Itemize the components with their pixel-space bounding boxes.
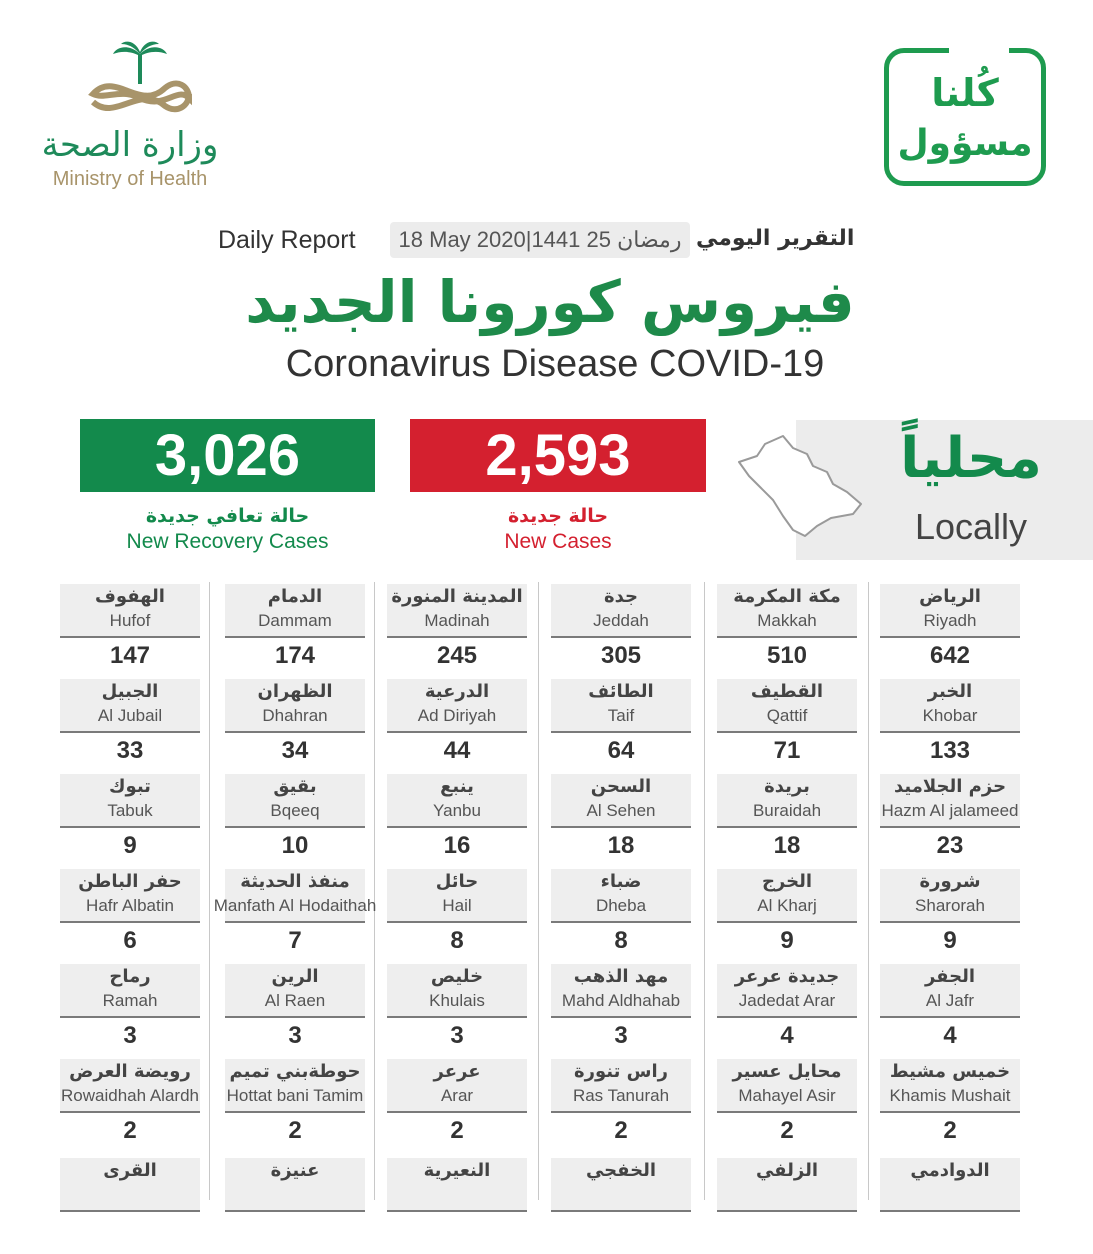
- city-case-count: 10: [281, 832, 309, 859]
- city-name-arabic: خليص: [430, 966, 484, 987]
- city-name-arabic: القرى: [103, 1160, 157, 1181]
- city-card: [551, 679, 691, 775]
- city-label-box: [213, 869, 377, 923]
- city-case-count: 64: [607, 737, 635, 764]
- city-case-count: 33: [116, 737, 144, 764]
- city-name-arabic: الدمام: [267, 586, 323, 607]
- city-label-box: [717, 774, 857, 828]
- city-card: [60, 1158, 200, 1254]
- city-name-english: Makkah: [757, 611, 817, 630]
- city-name-arabic: الهفوف: [95, 586, 165, 607]
- saudi-map-icon: [735, 432, 865, 542]
- city-name-english: Hazm Al jalameed: [881, 801, 1019, 820]
- city-card: [551, 1158, 691, 1254]
- city-label-box: [717, 964, 857, 1018]
- daily-report-label: Daily Report: [218, 226, 356, 254]
- city-case-count: 6: [123, 927, 137, 954]
- city-card: [387, 584, 527, 680]
- city-name-arabic: حفر الباطن: [78, 871, 182, 892]
- city-name-arabic: خميس مشيط: [889, 1061, 1011, 1082]
- city-card: [60, 964, 200, 1060]
- city-case-count: 4: [943, 1022, 957, 1049]
- city-name-arabic: محايل عسير: [732, 1061, 842, 1082]
- city-label-box: [387, 1059, 527, 1113]
- city-name-arabic: الرياض: [919, 586, 981, 607]
- city-name-arabic: القطيف: [750, 681, 824, 702]
- city-name-arabic: حائل: [435, 871, 479, 892]
- column-divider: [538, 582, 539, 1200]
- city-name-english: Ramah: [102, 991, 158, 1010]
- city-card: [551, 869, 691, 965]
- city-name-arabic: الزلفي: [755, 1160, 819, 1181]
- city-card: [387, 869, 527, 965]
- city-name-english: Ras Tanurah: [572, 1086, 670, 1105]
- city-name-arabic: تبوك: [109, 776, 151, 797]
- city-card: [225, 584, 365, 680]
- new-cases-label-english: New Cases: [504, 530, 612, 553]
- city-card: [717, 869, 857, 965]
- city-name-arabic: الظهران: [257, 681, 333, 702]
- ministry-name-english: Ministry of Health: [52, 168, 208, 190]
- city-card: [880, 679, 1020, 775]
- city-case-count: 18: [773, 832, 801, 859]
- badge-line-1: كُلنا: [931, 71, 999, 115]
- city-label-box: [880, 584, 1020, 638]
- city-name-arabic: رماح: [109, 966, 151, 987]
- city-label-box: [225, 679, 365, 733]
- city-name-english: Buraidah: [752, 801, 822, 820]
- city-case-count: 3: [123, 1022, 137, 1049]
- city-label-box: [551, 679, 691, 733]
- city-case-count: 133: [929, 737, 971, 764]
- column-divider: [868, 582, 869, 1200]
- city-label-box: [60, 869, 200, 923]
- city-name-english: Mahayel Asir: [738, 1086, 836, 1105]
- city-card: [551, 584, 691, 680]
- city-name-arabic: الرين: [271, 966, 319, 987]
- city-name-arabic: المدينة المنورة: [391, 586, 523, 607]
- city-label-box: [225, 774, 365, 828]
- city-name-arabic: عنيزة: [270, 1160, 320, 1181]
- city-name-english: Al Raen: [264, 991, 326, 1010]
- city-case-count: 147: [109, 642, 151, 669]
- city-case-count: 2: [450, 1117, 464, 1144]
- city-label-box: [387, 584, 527, 638]
- city-card: [387, 964, 527, 1060]
- city-label-box: [225, 964, 365, 1018]
- city-card: [717, 679, 857, 775]
- city-card: [717, 1158, 857, 1254]
- city-label-box: [387, 679, 527, 733]
- city-name-arabic: حزم الجلاميد: [893, 776, 1007, 797]
- city-name-english: Sharorah: [915, 896, 985, 915]
- ministry-name-arabic: وزارة الصحة: [41, 125, 219, 165]
- new-cases-label-arabic: حالة جديدة: [507, 505, 609, 527]
- city-name-arabic: الجفر: [924, 966, 976, 987]
- city-name-english: Rowaidhah Alardh: [61, 1086, 199, 1105]
- city-card: [225, 679, 365, 775]
- recovery-count-box: 3,026: [80, 419, 375, 492]
- city-name-arabic: حوطةبني تميم: [229, 1061, 361, 1082]
- city-card: [60, 584, 200, 680]
- city-label-box: [551, 1158, 691, 1212]
- city-name-english: Dheba: [595, 896, 647, 915]
- city-name-arabic: شرورة: [919, 871, 981, 892]
- city-card: [60, 869, 200, 965]
- daily-report-label-arabic: التقرير اليومي: [696, 226, 855, 251]
- city-name-english: Al Jafr: [925, 991, 975, 1010]
- city-label-box: [880, 964, 1020, 1018]
- city-label-box: [551, 774, 691, 828]
- city-card: [387, 679, 527, 775]
- city-case-count: 2: [288, 1117, 302, 1144]
- city-name-english: Qattif: [766, 706, 808, 725]
- city-card: [225, 774, 365, 870]
- city-label-box: [60, 1158, 200, 1212]
- city-name-arabic: راس تنورة: [573, 1061, 669, 1082]
- city-case-count: 510: [766, 642, 808, 669]
- city-label-box: [551, 869, 691, 923]
- city-label-box: [880, 1158, 1020, 1212]
- city-case-count: 2: [123, 1117, 137, 1144]
- city-name-arabic: الجبيل: [101, 681, 159, 702]
- city-card: [60, 679, 200, 775]
- city-name-arabic: ضباء: [600, 871, 642, 892]
- city-name-arabic: مكة المكرمة: [733, 586, 841, 607]
- city-card: [387, 1158, 527, 1254]
- city-name-english: Taif: [607, 706, 635, 725]
- city-card: [60, 1059, 200, 1155]
- city-case-count: 8: [450, 927, 464, 954]
- city-name-arabic: النعيرية: [423, 1160, 491, 1181]
- city-name-english: Jeddah: [593, 611, 649, 630]
- city-name-english: Khobar: [922, 706, 978, 725]
- column-divider: [704, 582, 705, 1200]
- city-name-arabic: جدة: [604, 586, 638, 607]
- city-label-box: [387, 964, 527, 1018]
- city-name-english: Arar: [440, 1086, 474, 1105]
- city-name-arabic: الدوادمي: [910, 1160, 990, 1181]
- city-name-arabic: الدرعية: [424, 681, 490, 702]
- city-case-count: 642: [929, 642, 971, 669]
- city-name-english: Khulais: [429, 991, 485, 1010]
- city-case-count: 16: [443, 832, 471, 859]
- city-case-count: 9: [780, 927, 794, 954]
- city-name-arabic: الخبر: [927, 681, 973, 702]
- city-label-box: [225, 584, 365, 638]
- new-cases-count-box: 2,593: [410, 419, 706, 492]
- city-card: [225, 1059, 365, 1155]
- city-case-count: 7: [288, 927, 302, 954]
- city-case-count: 305: [600, 642, 642, 669]
- city-name-english: Riyadh: [923, 611, 977, 630]
- city-case-count: 245: [436, 642, 478, 669]
- city-label-box: [387, 869, 527, 923]
- city-case-count: 23: [936, 832, 964, 859]
- recovery-label-english: New Recovery Cases: [126, 530, 329, 553]
- city-case-count: 9: [123, 832, 137, 859]
- city-name-arabic: ينبع: [440, 776, 474, 797]
- city-name-english: Madinah: [424, 611, 490, 630]
- city-name-arabic: بقيق: [273, 776, 317, 797]
- city-card: [387, 774, 527, 870]
- report-header-line: [200, 222, 900, 260]
- city-name-english: Bqeeq: [270, 801, 320, 820]
- city-card: [225, 964, 365, 1060]
- city-label-box: [717, 1158, 857, 1212]
- city-card: [225, 1158, 365, 1254]
- city-label-box: [551, 1059, 691, 1113]
- page-title-arabic: فيروس كورونا الجديد: [245, 268, 855, 336]
- ministry-logo: [30, 40, 220, 195]
- city-case-count: 34: [281, 737, 309, 764]
- city-name-english: Dammam: [258, 611, 332, 630]
- city-label-box: [225, 1059, 365, 1113]
- city-label-box: [717, 1059, 857, 1113]
- city-name-arabic: الخفجي: [585, 1160, 657, 1181]
- city-name-english: Mahd Aldhahab: [561, 991, 681, 1010]
- city-label-box: [225, 1158, 365, 1212]
- city-card: [880, 1059, 1020, 1155]
- city-name-arabic: عرعر: [433, 1061, 481, 1082]
- badge-notch: [949, 43, 1009, 57]
- city-name-english: Hail: [442, 896, 472, 915]
- city-card: [551, 964, 691, 1060]
- city-name-english: Al Jubail: [97, 706, 163, 725]
- city-card: [717, 1059, 857, 1155]
- city-label-box: [60, 584, 200, 638]
- city-case-count: 3: [450, 1022, 464, 1049]
- city-name-arabic: منفذ الحديثة: [240, 871, 350, 892]
- city-label-box: [717, 584, 857, 638]
- city-case-count: 4: [780, 1022, 794, 1049]
- city-label-box: [60, 774, 200, 828]
- city-card: [60, 774, 200, 870]
- city-label-box: [551, 964, 691, 1018]
- recovery-label-arabic: حالة تعافي جديدة: [145, 505, 310, 527]
- city-name-arabic: السحن: [590, 776, 652, 797]
- city-label-box: [880, 774, 1020, 828]
- city-label-box: [551, 584, 691, 638]
- city-case-count: 2: [780, 1117, 794, 1144]
- city-name-english: Tabuk: [107, 801, 153, 820]
- city-card: [717, 584, 857, 680]
- city-name-english: Hafr Albatin: [86, 896, 174, 915]
- city-name-arabic: الطائف: [588, 681, 654, 702]
- city-card: [551, 1059, 691, 1155]
- city-card: [717, 774, 857, 870]
- city-card: [551, 774, 691, 870]
- city-name-english: Yanbu: [433, 801, 481, 820]
- city-name-english: Hottat bani Tamim: [226, 1086, 364, 1105]
- city-label-box: [60, 964, 200, 1018]
- city-card: [880, 1158, 1020, 1254]
- page-title-english: Coronavirus Disease COVID-19: [285, 343, 825, 385]
- city-name-arabic: الخرج: [761, 871, 813, 892]
- city-name-english: Al Kharj: [757, 896, 817, 915]
- kulluna-masool-badge: [884, 48, 1046, 186]
- city-label-box: [387, 774, 527, 828]
- city-label-box: [717, 679, 857, 733]
- city-name-arabic: مهد الذهب: [573, 966, 669, 987]
- city-card: [880, 584, 1020, 680]
- city-case-count: 3: [614, 1022, 628, 1049]
- city-label-box: [880, 679, 1020, 733]
- city-label-box: [387, 1158, 527, 1212]
- city-card: [387, 1059, 527, 1155]
- city-case-count: 2: [943, 1117, 957, 1144]
- badge-line-2: مسؤول: [897, 123, 1033, 164]
- report-date: 18 May 2020|1441 رمضان 25: [390, 222, 690, 258]
- city-case-count: 8: [614, 927, 628, 954]
- city-name-english: Dhahran: [262, 706, 328, 725]
- city-case-count: 9: [943, 927, 957, 954]
- city-case-count: 18: [607, 832, 635, 859]
- city-card: [717, 964, 857, 1060]
- city-case-count: 44: [443, 737, 471, 764]
- city-name-english: Hufof: [109, 611, 151, 630]
- city-name-english: Manfath Al Hodaithah: [213, 896, 377, 915]
- city-card: [213, 869, 377, 965]
- city-case-count: 71: [773, 737, 801, 764]
- city-label-box: [880, 1059, 1020, 1113]
- city-card: [880, 869, 1020, 965]
- city-name-arabic: بريدة: [764, 776, 810, 797]
- city-name-arabic: رويضة العرض: [69, 1061, 191, 1082]
- city-name-arabic: جديدة عرعر: [734, 966, 840, 987]
- city-card: [880, 964, 1020, 1060]
- city-label-box: [60, 1059, 200, 1113]
- city-label-box: [60, 679, 200, 733]
- city-case-count: 2: [614, 1117, 628, 1144]
- city-case-count: 174: [274, 642, 316, 669]
- locally-label-english: Locally: [914, 506, 1028, 547]
- locally-label-arabic: محلياً: [900, 426, 1042, 491]
- city-label-box: [717, 869, 857, 923]
- palm-swords-emblem-icon: [85, 40, 195, 120]
- city-card: [880, 774, 1020, 870]
- city-name-english: Khamis Mushait: [889, 1086, 1011, 1105]
- city-name-english: Ad Diriyah: [417, 706, 497, 725]
- city-label-box: [880, 869, 1020, 923]
- city-case-count: 3: [288, 1022, 302, 1049]
- city-name-english: Al Sehen: [586, 801, 656, 820]
- city-name-english: Jadedat Arar: [738, 991, 836, 1010]
